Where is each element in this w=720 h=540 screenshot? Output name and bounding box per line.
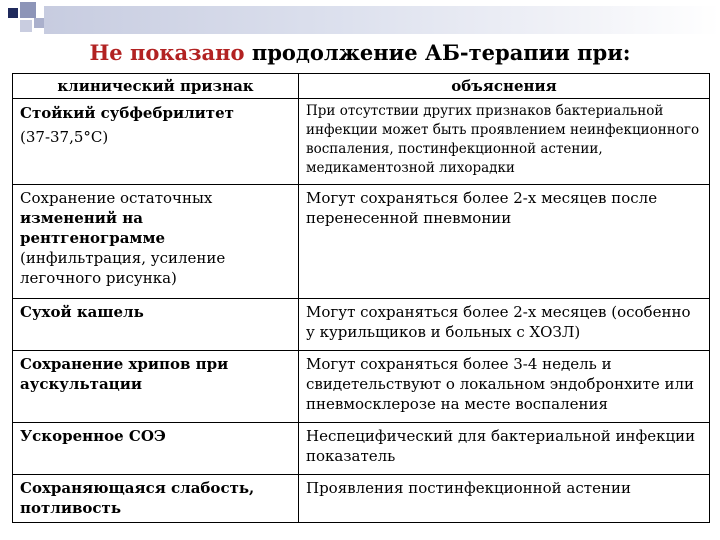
sign-text: рентгенограмме xyxy=(20,229,166,247)
explanation-cell: Проявления постинфекционной астении xyxy=(299,475,710,523)
sign-text: Стойкий субфебрилитет xyxy=(20,104,234,122)
table-row xyxy=(13,299,710,351)
explanation-cell: При отсутствии других признаков бактериальной инфекции может быть проявлением неинфекционного воспаления, постинфекционной астении, медикаментозной лихорадки xyxy=(299,99,710,185)
sign-cell: Ускоренное СОЭ xyxy=(13,423,299,475)
table-header-row xyxy=(13,74,710,99)
sign-text: (инфильтрация, усиление легочного рисунка) xyxy=(20,249,226,287)
explanation-cell: Неспецифический для бактериальной инфекции показатель xyxy=(299,423,710,475)
explanation-cell: Могут сохраняться более 3-4 недель и свидетельствуют о локальном эндобронхите или пневмосклерозе на месте воспаления xyxy=(299,351,710,423)
sign-text: (37-37,5°С) xyxy=(20,128,109,146)
column-header-sign: клинический признак xyxy=(13,74,299,99)
header-gradient-bar xyxy=(44,6,720,34)
decorative-squares xyxy=(0,0,60,40)
sign-cell xyxy=(13,99,299,185)
sign-cell xyxy=(13,185,299,299)
sign-cell: Сохраняющаяся слабость, потливость xyxy=(13,475,299,523)
table-row xyxy=(13,99,710,185)
title-rest: продолжение АБ-терапии при: xyxy=(244,40,631,65)
column-header-explanation: объяснения xyxy=(299,74,710,99)
sign-cell: Сохранение хрипов при аускультации xyxy=(13,351,299,423)
table-row xyxy=(13,351,710,423)
sign-text: изменений на xyxy=(20,209,143,227)
title-highlight: Не показано xyxy=(89,40,245,65)
sign-cell: Сухой кашель xyxy=(13,299,299,351)
page-title xyxy=(0,40,720,65)
explanation-cell: Могут сохраняться более 2-х месяцев после перенесенной пневмонии xyxy=(299,185,710,299)
table-row xyxy=(13,475,710,523)
sign-text: Сохранение остаточных xyxy=(20,189,213,207)
explanation-cell: Могут сохраняться более 2-х месяцев (особенно у курильщиков и больных с ХОЗЛ) xyxy=(299,299,710,351)
table-row xyxy=(13,185,710,299)
criteria-table xyxy=(12,73,710,523)
table-row xyxy=(13,423,710,475)
